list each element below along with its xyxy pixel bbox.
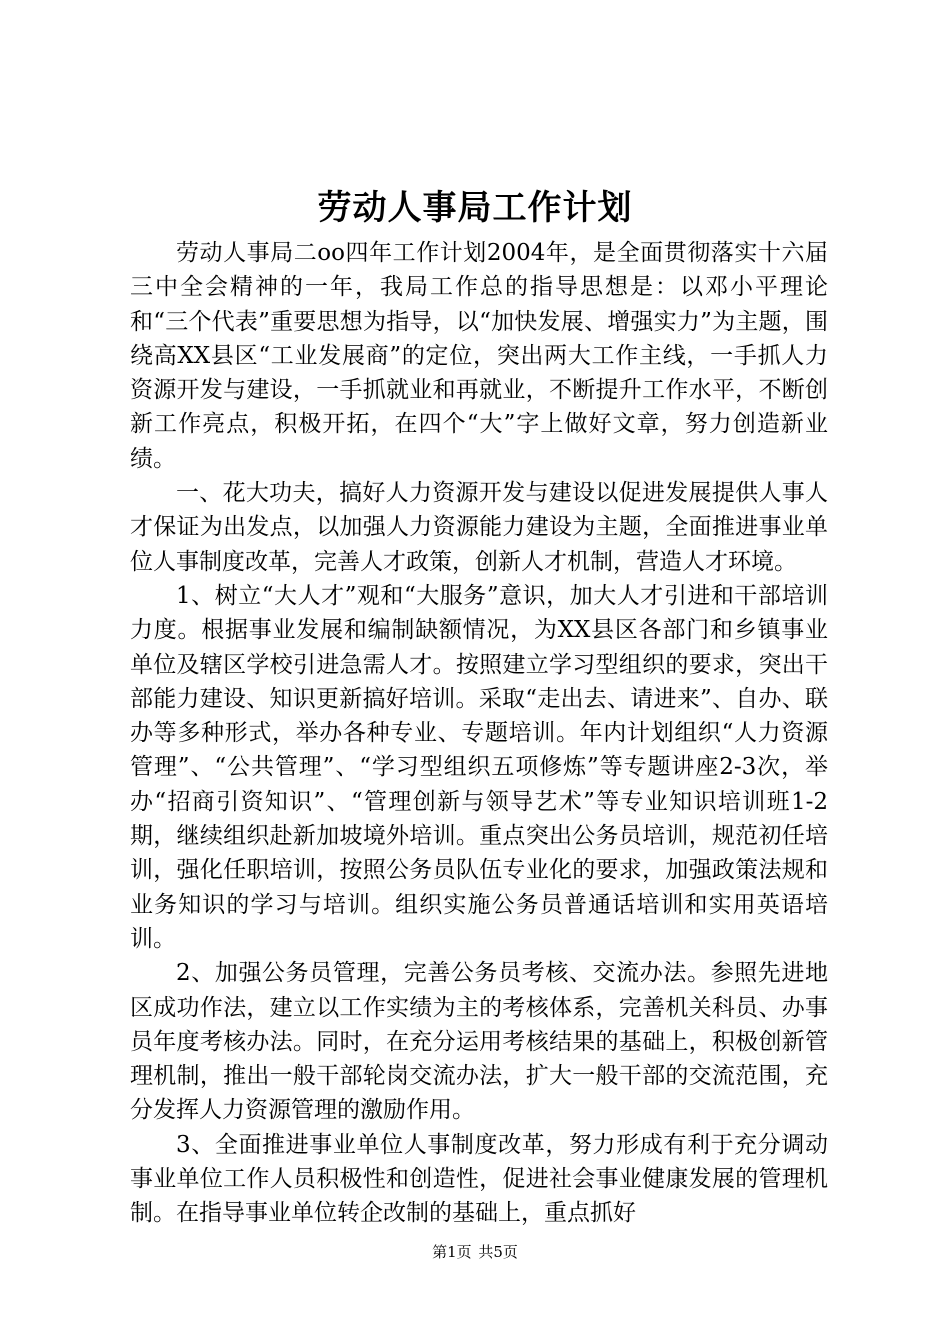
page-number: 第1页 [432, 1243, 472, 1261]
page-total: 共5页 [478, 1243, 518, 1261]
paragraph-item-2: 2、加强公务员管理，完善公务员考核、交流办法。参照先进地区成功作法，建立以工作实绩为主的考核体系，完善机关科员、办事员年度考核办法。同时，在充分运用考核结果的基础上，积极创新管理机制，推出一般干部轮岗交流办法，扩大一般干部的交流范围，充分发挥人力资源管理的激励作用。 [130, 960, 828, 1124]
paragraph-item-1: 1、树立“大人才”观和“大服务”意识，加大人才引进和干部培训力度。根据事业发展和编制缺额情况，为XX县区各部门和乡镇事业单位及辖区学校引进急需人才。按照建立学习型组织的要求，突出干部能力建设、知识更新搞好培训。采取“走出去、请进来”、自办、联办等多种形式，举办各种专业、专题培训。年内计划组织“人力资源管理”、“公共管理”、“学习型组织五项修炼”等专题讲座2-3次，举办“招商引资知识”、“管理创新与领导艺术”等专业知识培训班1-2期，继续组织赴新加坡境外培训。重点突出公务员培训，规范初任培训，强化任职培训，按照公务员队伍专业化的要求，加强政策法规和业务知识的学习与培训。组织实施公务员普通话培训和实用英语培训。 [130, 582, 828, 952]
paragraph-item-3: 3、全面推进事业单位人事制度改革，努力形成有利于充分调动事业单位工作人员积极性和创造性，促进社会事业健康发展的管理机制。在指导事业单位转企改制的基础上，重点抓好 [130, 1131, 828, 1227]
document-body [130, 236, 828, 1231]
paragraph-intro: 劳动人事局二oo四年工作计划2004年，是全面贯彻落实十六届三中全会精神的一年，我局工作总的指导思想是：以邓小平理论和“三个代表”重要思想为指导，以“加快发展、增强实力”为主题，围绕高XX县区“工业发展商”的定位，突出两大工作主线，一手抓人力资源开发与建设，一手抓就业和再就业，不断提升工作水平，不断创新工作亮点，积极开拓，在四个“大”字上做好文章，努力创造新业绩。 [130, 240, 828, 472]
page-footer [0, 1242, 950, 1262]
document-title: 劳动人事局工作计划 [317, 188, 633, 228]
paragraph-section-1: 一、花大功夫，搞好人力资源开发与建设以促进发展提供人事人才保证为出发点，以加强人力资源能力建设为主题，全面推进事业单位人事制度改革，完善人才政策，创新人才机制，营造人才环境。 [130, 480, 828, 575]
